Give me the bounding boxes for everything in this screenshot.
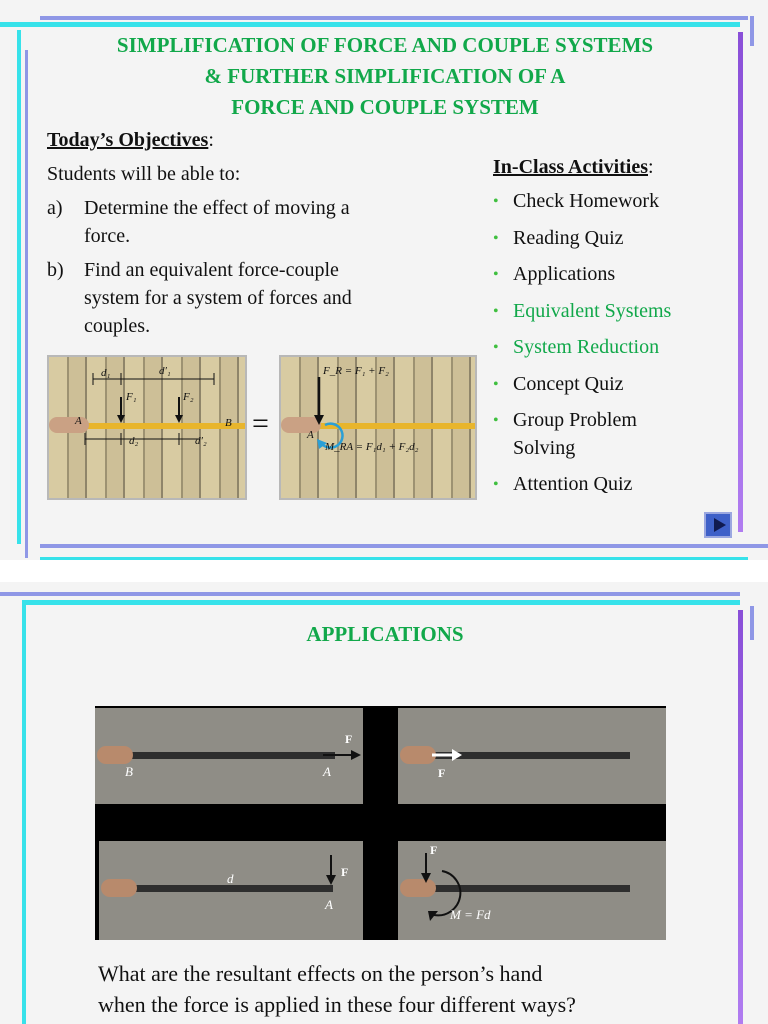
objective-b-marker: b)	[47, 259, 64, 281]
right-beam-photo	[279, 355, 477, 500]
label-d2-prime: d′₂	[195, 435, 207, 447]
question-line-1: What are the resultant effects on the person’s hand	[98, 961, 543, 986]
label-F: F	[341, 865, 349, 879]
label-F: F	[430, 843, 438, 857]
label-d: d	[227, 871, 234, 886]
activities-heading-text: In-Class Activities	[493, 156, 648, 178]
list-item: • Concept Quiz	[493, 372, 624, 395]
label-B: B	[225, 417, 232, 429]
label-A: A	[75, 415, 82, 427]
panel-force-push	[398, 708, 666, 804]
label-d1-prime: d′₁	[159, 365, 171, 377]
bottom-border-cyan	[40, 557, 748, 560]
left-beam-annotations	[49, 357, 247, 500]
label-M: M = Fd	[450, 907, 491, 922]
top-border-blue	[0, 592, 740, 596]
list-item: • Reading Quiz	[493, 226, 624, 249]
list-item: • Applications	[493, 263, 616, 285]
objective-a-line1: Determine the effect of moving a	[84, 197, 350, 219]
label-F: F	[438, 766, 446, 780]
top-border-cyan	[22, 600, 740, 605]
objective-b-line3: couples.	[84, 315, 151, 337]
objective-a-line2: force.	[84, 225, 131, 247]
left-border-blue	[25, 50, 28, 558]
label-B: B	[125, 764, 133, 779]
label-FR: F_R = F₁ + F₂	[323, 365, 389, 377]
panel-force-pull	[95, 708, 363, 804]
right-border-purple	[738, 32, 743, 532]
objectives-heading	[47, 126, 214, 154]
list-item: • Attention Quiz	[493, 473, 633, 495]
label-A: A	[323, 764, 331, 779]
objectives-heading-text: Today’s Objectives	[47, 129, 209, 151]
objective-b-line2: system for a system of forces and	[84, 287, 352, 309]
label-F: F	[345, 732, 353, 746]
left-beam-photo	[47, 355, 247, 500]
activities-list	[492, 188, 671, 508]
equals-sign: =	[252, 407, 269, 440]
slide-2	[0, 582, 768, 1024]
list-item: • Equivalent Systems	[493, 299, 672, 322]
next-slide-button[interactable]	[704, 512, 732, 538]
label-d1: d₁	[101, 367, 111, 379]
objectives-colon: :	[208, 129, 214, 151]
label-A: A	[325, 897, 333, 912]
label-MR: M_RA = F₁d₁ + F₂d₂	[325, 441, 419, 453]
title-line-2: & FURTHER SIMPLIFICATION OF A	[204, 64, 566, 88]
panel-couple-moment	[398, 841, 666, 940]
title-line-3: FORCE AND COUPLE SYSTEM	[231, 95, 539, 119]
left-border-cyan	[17, 30, 21, 544]
objective-a-marker: a)	[47, 197, 63, 219]
right-border-blue	[750, 606, 754, 640]
label-d2: d₂	[129, 435, 139, 447]
label-A: A	[307, 429, 314, 441]
question-line-2: when the force is applied in these four different ways?	[98, 992, 576, 1017]
top-border-cyan	[0, 22, 740, 27]
list-item: • System Reduction	[493, 336, 660, 358]
bottom-border-blue	[40, 544, 768, 548]
panel-force-down-at-end	[99, 841, 363, 940]
slide-title	[40, 30, 730, 123]
slide-title: APPLICATIONS	[306, 622, 464, 646]
title-line-1: SIMPLIFICATION OF FORCE AND COUPLE SYSTEMS	[116, 33, 654, 57]
activities-heading	[493, 153, 654, 181]
objectives-intro: Students will be able to:	[47, 163, 241, 185]
list-item: • Group Problem Solving	[493, 409, 637, 459]
label-F1: F₁	[126, 391, 137, 403]
applications-image	[95, 706, 666, 940]
right-border-purple	[738, 610, 743, 1024]
activities-colon: :	[648, 156, 654, 178]
objective-b-line1: Find an equivalent force-couple	[84, 259, 339, 281]
left-border-cyan	[22, 604, 26, 1024]
list-item: • Check Homework	[493, 190, 660, 212]
label-F2: F₂	[183, 391, 194, 403]
top-border-blue	[40, 16, 748, 20]
right-border-blue	[750, 16, 754, 46]
